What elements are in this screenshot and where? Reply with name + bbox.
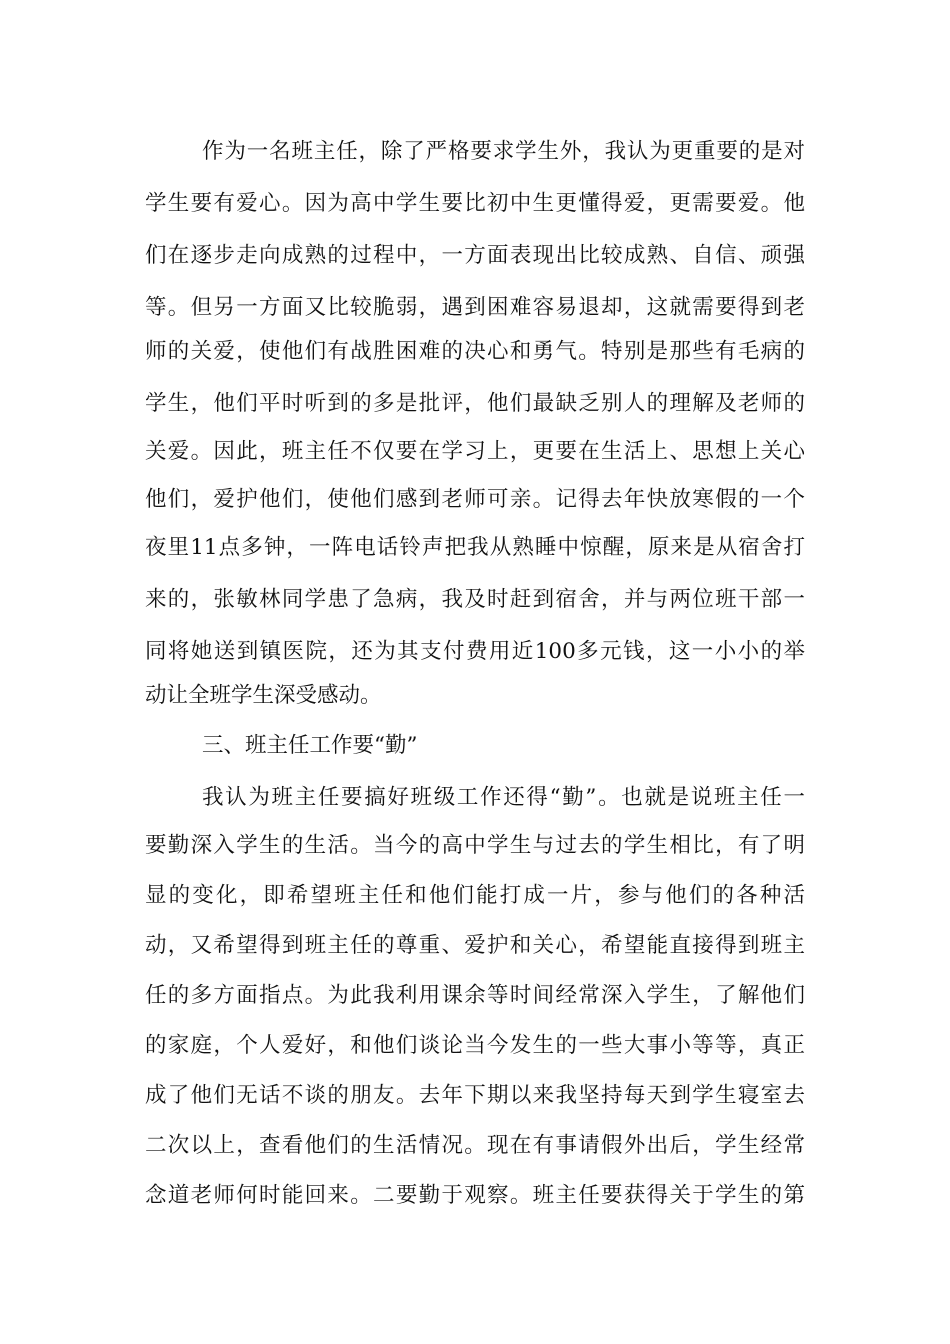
- paragraph-line: 念道老师何时能回来。二要勤于观察。班主任要获得关于学生的第: [145, 1183, 805, 1208]
- paragraph-line: 动让全班学生深受感动。: [145, 683, 382, 708]
- paragraph-line: 学生要有爱心。因为高中学生要比初中生更懂得爱，更需要爱。他: [145, 191, 805, 216]
- paragraph-line: 任的多方面指点。为此我利用课余等时间经常深入学生，了解他们: [145, 983, 805, 1008]
- paragraph-line: 关爱。因此，班主任不仅要在学习上，更要在生活上、思想上关心: [145, 439, 805, 464]
- paragraph-line: 作为一名班主任，除了严格要求学生外，我认为更重要的是对: [202, 139, 805, 164]
- paragraph-line: 学生，他们平时听到的多是批评，他们最缺乏别人的理解及老师的: [145, 391, 805, 416]
- paragraph-line: 二次以上，查看他们的生活情况。现在有事请假外出后，学生经常: [145, 1133, 805, 1158]
- paragraph-line: 显的变化，即希望班主任和他们能打成一片，参与他们的各种活: [145, 883, 805, 908]
- paragraph-line: 成了他们无话不谈的朋友。去年下期以来我坚持每天到学生寝室去: [145, 1083, 805, 1108]
- paragraph-line: 我认为班主任要搞好班级工作还得“勤”。也就是说班主任一: [202, 785, 805, 810]
- paragraph-line: 来的，张敏林同学患了急病，我及时赶到宿舍，并与两位班干部一: [145, 587, 805, 612]
- paragraph-line: 动，又希望得到班主任的尊重、爱护和关心，希望能直接得到班主: [145, 933, 805, 958]
- paragraph-line: 同将她送到镇医院，还为其支付费用近100多元钱，这一小小的举: [145, 639, 805, 664]
- paragraph-line: 师的关爱，使他们有战胜困难的决心和勇气。特别是那些有毛病的: [145, 339, 805, 364]
- paragraph-line: 等。但另一方面又比较脆弱，遇到困难容易退却，这就需要得到老: [145, 295, 805, 320]
- paragraph-line: 要勤深入学生的生活。当今的高中学生与过去的学生相比，有了明: [145, 833, 805, 858]
- paragraph-line: 夜里11点多钟，一阵电话铃声把我从熟睡中惊醒，原来是从宿舍打: [145, 535, 805, 560]
- paragraph-line: 的家庭，个人爱好，和他们谈论当今发生的一些大事小等等，真正: [145, 1033, 805, 1058]
- paragraph-line: 们在逐步走向成熟的过程中，一方面表现出比较成熟、自信、顽强: [145, 243, 805, 268]
- section-heading: 三、班主任工作要“勤”: [202, 733, 418, 758]
- paragraph-line: 他们，爱护他们，使他们感到老师可亲。记得去年快放寒假的一个: [145, 487, 805, 512]
